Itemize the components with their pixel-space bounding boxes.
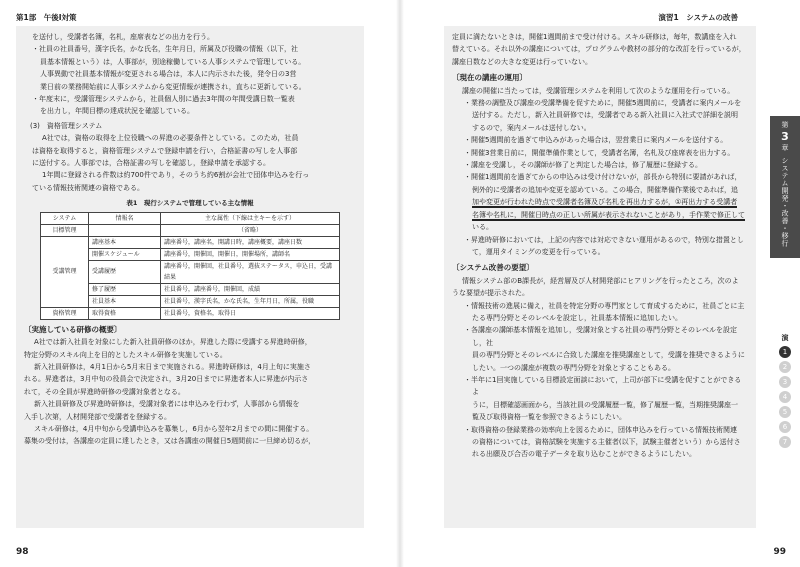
exercise-marker: 6 — [779, 421, 791, 433]
table-cell — [89, 224, 161, 236]
text-line: を送付し，受講者名簿，名札，座席表などの出力を行う。 — [32, 33, 214, 41]
exercise-index-label: 演 — [781, 334, 789, 342]
text-line: 募集の受付は，各講座の定員に達したとき，又は各講座の開催日5週間前に一旦締め切るが， — [24, 437, 316, 446]
left-running-header: 第1部 午後Ⅰ対策 — [16, 13, 77, 22]
info-table — [40, 212, 340, 320]
chapter-title: システム開発・改善・移行 — [781, 157, 789, 247]
exercise-marker: 7 — [779, 436, 791, 448]
underlined-text: 加や変更が行われた時点で受講者名簿及び名札を再出力するが，①再出力する受講者 — [472, 198, 738, 207]
text-line: に送付する。人事部では，合格証書の写しを確認し，登録申請を承認する。 — [32, 159, 270, 168]
text-line: うな要望が提示された。 — [452, 289, 529, 298]
section-heading: 〔実施している研修の概要〕 — [24, 324, 122, 334]
text-line: 講座日数などの大きな変更は行っていない。 — [452, 57, 592, 66]
text-line: 講座の開催に当たっては，受講管理システムを利用して次のような運用を行っている。 — [462, 86, 735, 95]
text-line: 定員に満たないときは，開催1週間前まで受け付ける。スキル研修は，毎年，数講座を入れ — [452, 33, 737, 41]
exercise-marker: 4 — [779, 391, 791, 403]
table-header: 主な属性（下線は主キーを示す） — [161, 212, 340, 224]
chapter-label-suffix: 章 — [781, 144, 789, 152]
text-line: を出力し，年間目標の達成状況を確認している。 — [40, 107, 194, 116]
table-cell: 受講管理 — [41, 236, 89, 307]
table-cell: 資格管理 — [41, 307, 89, 319]
table-cell: 目標管理 — [41, 224, 89, 236]
text-line: れる。昇進者は，3月中旬の役員会で決定され，3月20日までに昇進者本人に昇進が内示さ — [24, 375, 309, 384]
list-item: ・各講座の講師基本情報を追加し，受講対象とする社員の専門分野とそのレベルを設定し，社 員の専門分野とそのレベルに合致した講座を推奨講座として，受講を推奨できるように したい。一つの講座が複数の専門分野を対象とすることもある。 — [464, 326, 745, 372]
right-running-header: 演習1 システムの改善 — [658, 13, 738, 22]
text-line: 入手し次第，人材開発部で受講者を登録する。 — [24, 412, 171, 421]
list-item: ・開催1週間前を過ぎてからの申込みは受け付けないが，部長から特別に要請があれば， 例外的に受講者の追加や変更を認めている。この場合，開催準備作業後であれば，追 加や変更が行われた時点で受講者名簿及び名札を再出力するが，①再出力する受講者 名簿や名札に，開催日時点の正しい所属が表示されないことがあり，手作業で修正して いる。 — [464, 173, 745, 232]
table-header: システム — [41, 212, 89, 224]
page-number: 99 — [773, 547, 786, 557]
underlined-text: 名簿や名札に，開催日時点の正しい所属が表示されないことがあり，手作業で修正して — [472, 210, 745, 219]
table-cell: 講座番号，開催回，社員番号，選抜ステータス，申込日，受講結果 — [161, 260, 340, 283]
text-line: ・年度末に，受講管理システムから，社員個人別に過去3年間の年間受講日数一覧表 — [32, 95, 295, 104]
right-page-body — [444, 26, 756, 528]
list-item: ・昇進時研修においては，上記の内容では対応できない運用があるので，特別な措置とし て，運用タイミングの変更を行っている。 — [464, 235, 744, 256]
section-heading: (3) 資格管理システム — [30, 121, 103, 130]
table-cell: 社員番号，資格名，取得日 — [161, 307, 340, 319]
exercise-marker: 5 — [779, 406, 791, 418]
list-item: ・情報技術の進展に備え，社員を特定分野の専門家として育成するために，社員ごとに主 たる専門分野とそのレベルを設定し，社員基本情報に追加したい。 — [464, 301, 745, 322]
text-line: 1年間に登録される件数は約700件であり，そのうち約6割が会社で団体申込みを行っ — [42, 171, 310, 180]
table-cell: 開催スケジュール — [89, 248, 161, 260]
text-line: 業日前の業務開始前に人事システムから変更情報が連携され，直ちに更新している。 — [40, 82, 306, 91]
exercise-marker: 3 — [779, 376, 791, 388]
page-number: 98 — [16, 547, 29, 557]
section-heading: 〔システム改善の要望〕 — [452, 263, 534, 273]
text-line: 替えている。それ以外の講座については，プログラムや教材の部分的な改訂を行っているが， — [452, 45, 746, 54]
table-cell: 社員基本 — [89, 295, 161, 307]
chapter-label: 第 — [781, 121, 789, 129]
list-item: ・業務の調整及び講座の受講準備を促すために，開催5週間前に，受講者に案内メールを 送付する。ただし，新入社員研修では，受講者である新入社員に入社式で詳細を説明 するので，案内メールは送付しない。 — [464, 99, 742, 132]
text-line: は資格を取得すると，資格管理システムで登録申請を行い，合格証書の写しを人事部 — [32, 146, 298, 155]
chapter-tab — [770, 116, 800, 258]
left-page-body — [16, 26, 364, 528]
table-cell: 講座番号，講座名，開講日時，講座概要，講座日数 — [161, 236, 340, 248]
table-cell: 受講履歴 — [89, 260, 161, 283]
text-line: 情報システム部のB課長が，経営層及び人材開発部にヒアリングを行ったところ，次のよ — [462, 276, 739, 285]
right-page — [400, 0, 800, 567]
table-header: 情報名 — [89, 212, 161, 224]
table-cell: 講座番号，開催回，開催日，開催場所，講師名 — [161, 248, 340, 260]
text-line: ・社員の社員番号，漢字氏名，かな氏名，生年月日，所属及び役職の情報（以下，社 — [32, 45, 298, 54]
table-cell: 取得資格 — [89, 307, 161, 319]
table-cell: 修了履歴 — [89, 283, 161, 295]
chapter-number: 3 — [781, 130, 789, 143]
text-line: 員基本情報という）は，人事部が，別途稼働している人事システムで管理している。 — [40, 57, 306, 66]
exercise-index — [776, 333, 794, 451]
text-line: 人事異動で社員基本情報が変更される場合は，本人に内示された後，発令日の3営 — [40, 70, 297, 79]
table-cell: 社員番号，漢字氏名，かな氏名，生年月日，所属，役職 — [161, 295, 340, 307]
table-cell: 講座基本 — [89, 236, 161, 248]
text-line: 新入社員研修は，4月1日から5月末日まで実施される。昇進時研修は，4月上旬に実施さ — [34, 362, 311, 371]
list-item: ・講座を受講し，その講師が修了と判定した場合は，修了履歴に登録する。 — [464, 161, 702, 170]
list-item: ・半年に1回実施している目標設定面談において，上司が部下に受講を促すことができるよ うに，目標確認画面から，当該社員の受講履歴一覧，修了履歴一覧，当期推奨講座一 覧及び取得資格一覧を参照できるようにしたい。 — [464, 375, 742, 422]
text-line: れて，その全員が昇進時研修の受講対象者となる。 — [24, 387, 185, 396]
list-item: ・開催5週間前を過ぎて申込みがあった場合は，翌営業日に案内メールを送付する。 — [464, 136, 728, 145]
table-row — [41, 307, 340, 319]
table-caption: 表1 現行システムで管理している主な情報 — [126, 199, 254, 208]
exercise-marker: 2 — [779, 361, 791, 373]
table-header-row — [41, 212, 340, 224]
text-line: A社では新入社員を対象にした新入社員研修のほか，昇進した際に受講する昇進時研修， — [34, 338, 312, 347]
text-line: スキル研修は，4月中旬から受講申込みを募集し，6月から翌年2月までの間に開催する。 — [34, 424, 314, 433]
table-row — [41, 224, 340, 236]
exercise-marker: 1 — [779, 346, 791, 358]
list-item: ・開催3営業日前に，開催準備作業として，受講者名簿，名札及び座席表を出力する。 — [464, 148, 735, 157]
section-heading: 〔現在の講座の運用〕 — [452, 73, 527, 83]
text-line: 特定分野のスキル向上を目的としたスキル研修を実施している。 — [24, 350, 227, 359]
table-cell: 社員番号，講座番号，開催回，成績 — [161, 283, 340, 295]
table-row — [41, 236, 340, 248]
text-line: ている情報技術関連の資格である。 — [32, 183, 144, 192]
list-item: ・取得資格の登録業務の効率向上を図るために，団体申込みを行っている情報技術関連 の資格については，資格試験を実施する主催者(以下，試験主催者という）から送付さ れる出願及び合否の電子データを取り込むことができるようにしたい。 — [464, 425, 741, 459]
table-cell: （省略） — [161, 224, 340, 236]
text-line: A社では，資格の取得を上位役職への昇進の必要条件としている。このため，社員 — [42, 134, 299, 143]
text-line: 新入社員研修及び昇進時研修は，受講対象者には申込みを行わず，人事部から情報を — [34, 400, 300, 409]
